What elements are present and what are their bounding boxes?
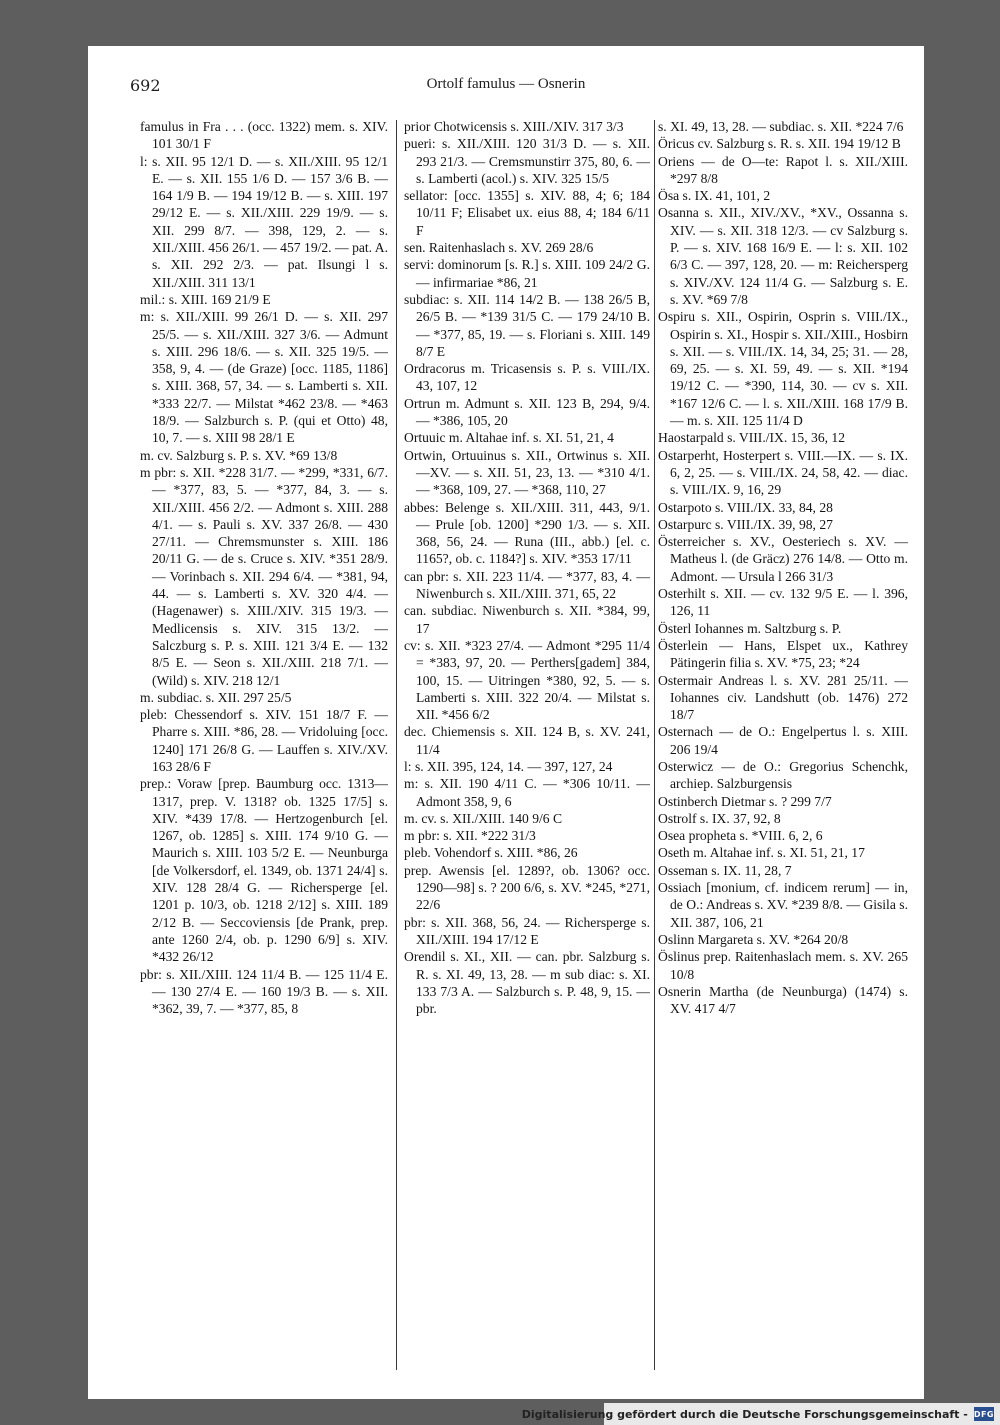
index-entry: m: s. XII. 190 4/11 C. — *306 10/11. — Admont 358, 9, 6: [404, 776, 650, 809]
index-entry: Ortuuic m. Altahae inf. s. XI. 51, 21, 4: [404, 430, 614, 446]
index-entry: pleb. Vohendorf s. XIII. *86, 26: [404, 845, 578, 861]
index-entry: prep. Awensis [el. 1289?, ob. 1306? occ. 1290—98] s. ? 200 6/6, s. XV. *245, *271, 22/6: [404, 862, 650, 913]
document-page: [88, 46, 924, 1399]
index-entry: Österreicher s. XV., Oesteriech s. XV. — Matheus l. (de Gräcz) 276 14/8. — Otto m. Admont. — Ursula l 266 31/3: [658, 534, 908, 584]
index-entry: pueri: s. XII./XIII. 120 31/3 D. — s. XII. 293 21/3. — Cremsmunstirr 375, 80, 6. — s. Lamberti (acol.) s. XIV. 325 15/5: [404, 136, 650, 186]
footer-credit: Digitalisierung gefördert durch die Deutsche Forschungsgemeinschaft -: [521, 1407, 968, 1421]
index-entry: Ostermair Andreas l. s. XV. 281 25/11. — Iohannes civ. Landshutt (ob. 1476) 272 18/7: [658, 672, 908, 723]
index-entry: Osterwicz — de O.: Gregorius Schenchk, archiep. Salzburgensis: [658, 758, 908, 792]
index-entry: sen. Raitenhaslach s. XV. 269 28/6: [404, 240, 594, 256]
index-column-3: [658, 118, 908, 1373]
index-entry: Osnerin Martha (de Neunburga) (1474) s. XV. 417 4/7: [658, 983, 908, 1017]
index-entry: Ostarpoto s. VIII./IX. 33, 84, 28: [658, 499, 833, 515]
index-entry: Oslinn Margareta s. XV. *264 20/8: [658, 931, 849, 947]
index-entry: can. subdiac. Niwenburch s. XII. *384, 99, 17: [404, 603, 650, 636]
index-entry: Öricus cv. Salzburg s. R. s. XII. 194 19/12 B: [658, 136, 901, 152]
page-number: 692: [130, 76, 161, 95]
index-column-1: [140, 118, 388, 1373]
index-entry: Ostrolf s. IX. 37, 92, 8: [658, 810, 781, 826]
index-entry: Osterhilt s. XII. — cv. 132 9/5 E. — l. 396, 126, 11: [658, 586, 908, 619]
running-head: Ortolf famulus — Osnerin: [426, 76, 586, 92]
index-entry: pbr: s. XII. 368, 56, 24. — Richersperge s. XII./XIII. 194 17/12 E: [404, 914, 650, 947]
index-entry: prior Chotwicensis s. XIII./XIV. 317 3/3: [404, 119, 624, 134]
index-entry: l: s. XII. 395, 124, 14. — 397, 127, 24: [404, 758, 613, 774]
index-entry: Öslinus prep. Raitenhaslach mem. s. XV. 265 10/8: [658, 949, 908, 982]
index-entry: Ostinberch Dietmar s. ? 299 7/7: [658, 793, 832, 809]
index-entry: m. subdiac. s. XII. 297 25/5: [140, 689, 292, 705]
index-entry: Osseman s. IX. 11, 28, 7: [658, 862, 792, 878]
index-entry: Ostarperht, Hosterpert s. VIII.—IX. — s. IX. 6, 2, 25. — s. VIII./IX. 24, 58, 42. — diac. s. VIII./IX. 9, 16, 29: [658, 447, 908, 498]
index-entry: Österlein — Hans, Elspet ux., Kathrey Pätingerin filia s. XV. *75, 23; *24: [658, 637, 908, 671]
index-entry: m. cv. Salzburg s. P. s. XV. *69 13/8: [140, 447, 338, 463]
index-entry: Oriens — de O—te: Rapot l. s. XII./XIII. *297 8/8: [658, 153, 908, 186]
index-entry: mil.: s. XIII. 169 21/9 E: [140, 291, 271, 307]
index-entry: Osternach — de O.: Engelpertus l. s. XIII. 206 19/4: [658, 724, 908, 757]
index-entry: Ostarpurc s. VIII./IX. 39, 98, 27: [658, 516, 833, 532]
index-entry: Ortrun m. Admunt s. XII. 123 B, 294, 9/4. — *386, 105, 20: [404, 395, 650, 429]
index-entry: cv: s. XII. *323 27/4. — Admont *295 11/4 = *383, 97, 20. — Perthers[gadem] 384, 100, 15. — Uitringen *380, 92, 5. — s. Lamberti s. XIII. 322 20/4. — Milstat s. XII. *456 6/2: [404, 637, 650, 723]
index-entry: dec. Chiemensis s. XII. 124 B, s. XV. 241, 11/4: [404, 724, 650, 757]
index-entry: Haostarpald s. VIII./IX. 15, 36, 12: [658, 430, 846, 446]
index-entry: m. cv. s. XII./XIII. 140 9/6 C: [404, 810, 563, 826]
index-entry: Österl Iohannes m. Saltzburg s. P.: [658, 620, 842, 636]
index-entry: m pbr: s. XII. *228 31/7. — *299, *331, 6/7. — *377, 83, 5. — *377, 84, 3. — s. XII./XIII. 456 2/2. — Admont s. XIII. 288 4/1. — s. Pauli s. XV. 337 26/8. — 430 27/11. — Chremsmunster s. XIII. 186 20/11 G. — de s. Cruce s. XIV. *351 28/9. — Vorinbach s. XII. 294 6/4. — *381, 94, 44. — s. Lamberti s. XV. 320 4/4. — (Hagenawer) s. XIII./XIV. 315 19/3. — Medlicensis s. XIV. 315 13/2. — Salczburg s. P. s. XIII. 121 3/4 E. — 132 8/5 E. — Seon s. XII./XIII. 218 7/1. — (Wild) s. XIV. 218 12/1: [140, 464, 388, 688]
column-rule: [654, 120, 655, 1370]
index-entry: s. XI. 49, 13, 28. — subdiac. s. XII. *224 7/6: [658, 119, 904, 134]
index-entry: famulus in Fra . . . (occ. 1322) mem. s. XIV. 101 30/1 F: [140, 119, 388, 152]
index-entry: can pbr: s. XII. 223 11/4. — *377, 83, 4. — Niwenburch s. XII./XIII. 371, 65, 22: [404, 568, 650, 602]
footer-bar: [521, 1403, 1000, 1425]
index-entry: Ösa s. IX. 41, 101, 2: [658, 188, 771, 204]
index-entry: Oseth m. Altahae inf. s. XI. 51, 21, 17: [658, 845, 865, 861]
index-entry: Osanna s. XII., XIV./XV., *XV., Ossanna s. XIV. — s. XII. 318 12/3. — cv Salzburg s. P. — s. XIV. 168 16/9 E. — l: s. XII. 102 6/3 C. — 397, 128, 20. — m: Reichersperg s. XIV./XV. 124 11/4 G. — Salzburg s. E. s. XV. *69 7/8: [658, 205, 908, 307]
index-entry: sellator: [occ. 1355] s. XIV. 88, 4; 6; 184 10/11 F; Elisabet ux. eius 88, 4; 184 6/11 F: [404, 188, 650, 238]
index-entry: m pbr: s. XII. *222 31/3: [404, 828, 536, 844]
index-entry: Osea propheta s. *VIII. 6, 2, 6: [658, 828, 823, 844]
index-entry: m: s. XII./XIII. 99 26/1 D. — s. XII. 297 25/5. — s. XII./XIII. 327 3/6. — Admunt s. XIII. 296 18/6. — s. XII. 325 19/5. — 358, 9, 4. — (de Graze) [occ. 1185, 1186] s. XIII. 368, 57, 34. — s. Lamberti s. XII. *333 22/7. — Milstat *462 23/8. — *463 18/9. — Salzburch s. P. (qui et Otto) 48, 10, 7. — s. XIII 98 28/1 E: [140, 309, 388, 446]
index-entry: abbes: Belenge s. XII./XIII. 311, 443, 9/1. — Prule [ob. 1200] *290 1/3. — s. XII. 368, 56, 24. — Runa (III., abb.) [el. c. 1165?, ob. c. 1184?] s. XIV. *353 17/11: [404, 499, 650, 567]
index-entry: Ordracorus m. Tricasensis s. P. s. VIII./IX. 43, 107, 12: [404, 361, 650, 394]
index-entry: pbr: s. XII./XIII. 124 11/4 B. — 125 11/4 E. — 130 27/4 E. — 160 19/3 B. — s. XII. *362, 39, 7. — *377, 85, 8: [140, 966, 388, 1017]
index-entry: l: s. XII. 95 12/1 D. — s. XII./XIII. 95 12/1 E. — s. XII. 155 1/6 D. — 157 3/6 B. — 164 1/9 B. — 194 19/12 B. — s. XIII. 197 29/12 E. — s. XII./XIII. 229 19/9. — s. XII. 299 8/7. — 398, 129, 2. — s. XII./XIII. 456 26/1. — 457 19/2. — pat. A. s. XII. 292 2/3. — pat. Ilsungi l s. XII./XIII. 311 13/1: [140, 153, 388, 290]
index-column-2: [404, 118, 650, 1373]
index-entry: Ortwin, Ortuuinus s. XII., Ortwinus s. XII.—XV. — s. XII. 51, 23, 13. — *310 4/1. — *368, 109, 27. — *368, 110, 27: [404, 447, 650, 498]
index-entry: Ospiru s. XII., Ospirin, Osprin s. VIII./IX., Ospirin s. XI., Hospir s. XII./XIII., Hosbirn s. XII. — s. VIII./IX. 14, 34, 25; 31. — 28, 69, 25. — s. XI. 59, 49. — s. XII. *194 19/12 C. — *390, 114, 30. — cv s. XII. *167 12/6 C. — l. s. XII./XIII. 168 17/9 B. — m. s. XII. 125 11/4 D: [658, 309, 908, 429]
index-entry: Orendil s. XI., XII. — can. pbr. Salzburg s. R. s. XI. 49, 13, 28. — m sub diac: s. XI. 133 7/3 A. — Salzburch s. P. 48, 9, 15. — pbr.: [404, 949, 650, 1017]
index-entry: prep.: Voraw [prep. Baumburg occ. 1313—1317, prep. V. 1318? ob. 1325 17/5] s. XIV. *439 17/8. — Hertzogenburch [el. 1267, ob. 1285] s. XIII. 174 9/10 G. — Maurich s. XIII. 103 5/2 E. — Neunburga [de Volkersdorf, el. 1349, ob. 1371 24/4] s. XIV. 128 28/4 G. — Richersperge [el. 1201 p. 10/3, ob. 1218 2/12] s. XIII. 189 2/12 B. — Seccoviensis [de Prank, prep. ante 1260 2/4, ob. p. 1290 6/9] s. XIV. *432 26/12: [140, 776, 388, 965]
index-entry: Ossiach [monium, cf. indicem rerum] — in, de O.: Andreas s. XV. *239 8/8. — Gisila s. XII. 387, 106, 21: [658, 880, 908, 930]
index-entry: pleb: Chessendorf s. XIV. 151 18/7 F. — Pharre s. XIII. *86, 28. — Vridoluing [occ. 1240] 171 26/8 G. — Lauffen s. XIV./XV. 163 28/6 F: [140, 707, 388, 774]
index-entry: subdiac: s. XII. 114 14/2 B. — 138 26/5 B, 26/5 B. — *139 31/5 C. — 179 24/10 B. — *377, 85, 19. — s. Floriani s. XIII. 149 8/7 E: [404, 291, 650, 359]
dfg-logo-icon: DFG: [974, 1407, 994, 1421]
index-entry: servi: dominorum [s. R.] s. XIII. 109 24/2 G. — infirmariae *86, 21: [404, 257, 650, 290]
column-rule: [396, 120, 397, 1370]
